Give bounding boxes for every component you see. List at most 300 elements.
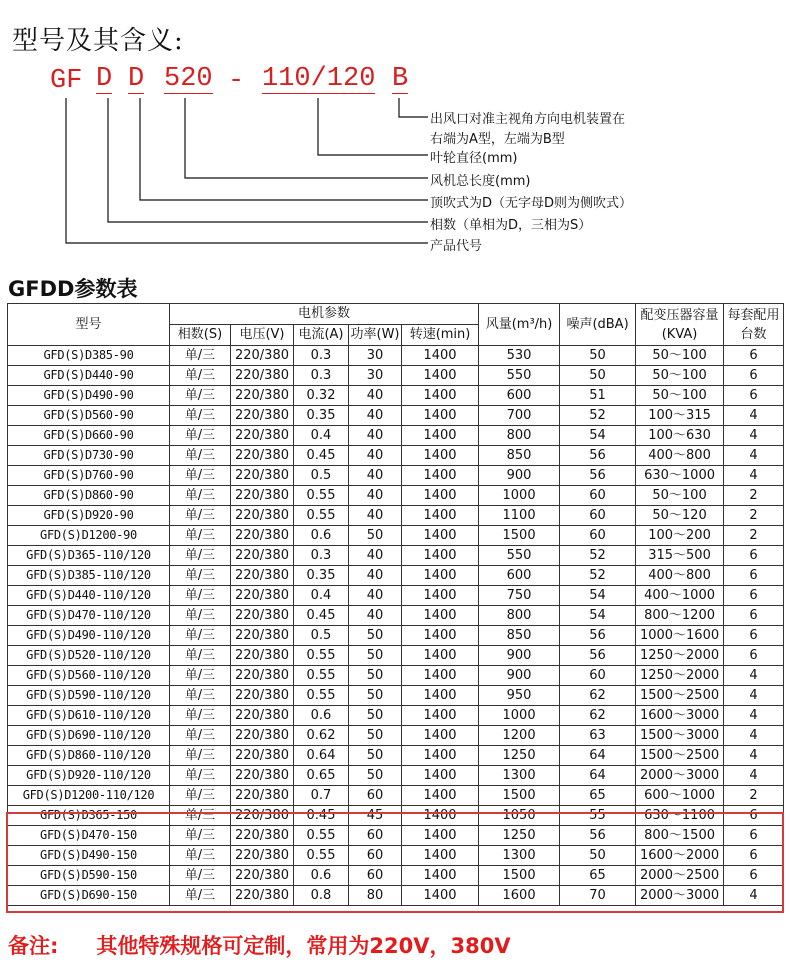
cell-model: GFD(S)D1200-90 [8,526,170,546]
table-cell: 50 [349,666,402,686]
table-cell: 0.55 [294,666,349,686]
table-cell: 0.6 [294,526,349,546]
table-cell: 850 [479,626,560,646]
table-cell: 0.45 [294,806,349,826]
table-cell: 100～630 [636,426,724,446]
table-cell: 220/380 [231,506,294,526]
table-cell: 单/三 [170,886,231,906]
table-cell: 50～100 [636,366,724,386]
table-cell: 0.35 [294,566,349,586]
table-cell: 630～1100 [636,806,724,826]
table-row [8,346,784,366]
table-cell: 6 [724,866,784,886]
table-cell: 220/380 [231,846,294,866]
table-cell: 6 [724,846,784,866]
cell-model: GFD(S)D365-150 [8,806,170,826]
table-cell: 220/380 [231,586,294,606]
table-cell: 51 [560,386,636,406]
table-row [8,806,784,826]
table-cell: 1400 [402,466,479,486]
table-cell: 单/三 [170,826,231,846]
table-cell: 220/380 [231,406,294,426]
table-cell: 单/三 [170,846,231,866]
table-cell: 1400 [402,386,479,406]
table-cell: 50 [560,346,636,366]
table-cell: 单/三 [170,466,231,486]
table-cell: 220/380 [231,786,294,806]
table-cell: 800～1500 [636,826,724,846]
table-cell: 65 [560,866,636,886]
table-cell: 6 [724,386,784,406]
table-cell: 0.4 [294,426,349,446]
table-cell: 0.62 [294,726,349,746]
table-cell: 50 [349,626,402,646]
table-row [8,626,784,646]
table-cell: 700 [479,406,560,426]
table-cell: 单/三 [170,606,231,626]
desc-orientation-line2: 右端为A型，左端为B型 [430,132,565,147]
table-cell: 1400 [402,786,479,806]
cell-model: GFD(S)D590-150 [8,866,170,886]
cell-model: GFD(S)D860-110/120 [8,746,170,766]
table-cell: 40 [349,486,402,506]
table-cell: 4 [724,446,784,466]
table-cell: 1400 [402,506,479,526]
table-cell: 0.8 [294,886,349,906]
table-cell: 4 [724,666,784,686]
code-series: GF [50,66,83,96]
table-cell: 单/三 [170,486,231,506]
table-cell: 1400 [402,806,479,826]
table-cell: 850 [479,446,560,466]
table-cell: 50 [349,646,402,666]
table-cell: 40 [349,546,402,566]
table-cell: 52 [560,546,636,566]
table-cell: 1400 [402,366,479,386]
table-cell: 45 [349,806,402,826]
table-cell: 单/三 [170,386,231,406]
table-cell: 220/380 [231,806,294,826]
table-cell: 6 [724,606,784,626]
table-cell: 1250～2000 [636,666,724,686]
table-cell: 6 [724,346,784,366]
desc-length: 风机总长度(mm) [430,174,531,189]
table-cell: 2 [724,486,784,506]
cell-model: GFD(S)D490-110/120 [8,626,170,646]
header-units: 每套配用台数 [724,304,784,346]
table-cell: 0.3 [294,366,349,386]
table-cell: 1400 [402,586,479,606]
table-row [8,466,784,486]
table-cell: 80 [349,886,402,906]
header-motor-params: 电机参数 [170,304,479,325]
table-cell: 1400 [402,606,479,626]
table-cell: 1000 [479,486,560,506]
table-cell: 62 [560,706,636,726]
table-cell: 0.35 [294,406,349,426]
header-transformer: 配变压器容量(KVA) [636,304,724,346]
table-cell: 220/380 [231,426,294,446]
code-orientation: B [392,64,409,94]
header-airflow: 风量(m³/h) [479,304,560,346]
table-cell: 220/380 [231,526,294,546]
table-cell: 1400 [402,826,479,846]
table-cell: 1400 [402,846,479,866]
desc-orientation-line1: 出风口对准主视角方向电机装置在 [430,112,626,127]
table-cell: 单/三 [170,446,231,466]
table-cell: 400～800 [636,566,724,586]
table-cell: 0.55 [294,486,349,506]
table-cell: 54 [560,606,636,626]
table-cell: 1500 [479,526,560,546]
table-cell: 50～120 [636,506,724,526]
table-cell: 2 [724,786,784,806]
table-cell: 4 [724,726,784,746]
footnote [8,930,511,960]
table-cell: 220/380 [231,446,294,466]
table-cell: 1400 [402,566,479,586]
code-top-blow: D [96,64,113,94]
table-cell: 100～315 [636,406,724,426]
table-cell: 1400 [402,626,479,646]
table-cell: 1500～2500 [636,746,724,766]
table-cell: 1600 [479,886,560,906]
table-cell: 1500～2500 [636,686,724,706]
table-cell: 900 [479,646,560,666]
table-cell: 6 [724,546,784,566]
table-cell: 30 [349,366,402,386]
table-cell: 70 [560,886,636,906]
table-cell: 40 [349,606,402,626]
table-cell: 530 [479,346,560,366]
table-cell: 1400 [402,686,479,706]
code-impeller: 110/120 [262,64,376,94]
table-cell: 1250 [479,746,560,766]
table-cell: 220/380 [231,386,294,406]
table-cell: 220/380 [231,666,294,686]
header-voltage: 电压(V) [231,325,294,346]
table-cell: 4 [724,766,784,786]
table-cell: 60 [349,786,402,806]
table-cell: 单/三 [170,766,231,786]
cell-model: GFD(S)D385-90 [8,346,170,366]
cell-model: GFD(S)D560-90 [8,406,170,426]
cell-model: GFD(S)D760-90 [8,466,170,486]
table-row [8,606,784,626]
table-cell: 1500 [479,786,560,806]
cell-model: GFD(S)D365-110/120 [8,546,170,566]
table-row [8,566,784,586]
table-cell: 65 [560,786,636,806]
table-cell: 2000～3000 [636,886,724,906]
table-cell: 0.64 [294,746,349,766]
table-cell: 50 [349,526,402,546]
table-cell: 4 [724,746,784,766]
table-row [8,406,784,426]
table-cell: 单/三 [170,726,231,746]
table-cell: 40 [349,506,402,526]
table-cell: 220/380 [231,746,294,766]
table-row [8,526,784,546]
table-cell: 220/380 [231,686,294,706]
cell-model: GFD(S)D490-90 [8,386,170,406]
header-speed: 转速(min) [402,325,479,346]
table-cell: 1400 [402,766,479,786]
table-cell: 4 [724,426,784,446]
table-cell: 6 [724,566,784,586]
table-title: GFDD参数表 [8,277,138,301]
table-cell: 220/380 [231,766,294,786]
table-cell: 220/380 [231,706,294,726]
table-cell: 60 [560,666,636,686]
table-cell: 1400 [402,526,479,546]
table-cell: 1400 [402,406,479,426]
table-cell: 1400 [402,646,479,666]
table-cell: 50 [349,706,402,726]
table-cell: 900 [479,466,560,486]
table-cell: 950 [479,686,560,706]
cell-model: GFD(S)D470-110/120 [8,606,170,626]
table-cell: 60 [560,506,636,526]
cell-model: GFD(S)D470-150 [8,826,170,846]
table-cell: 50 [349,726,402,746]
table-cell: 4 [724,466,784,486]
table-row [8,506,784,526]
table-cell: 6 [724,806,784,826]
table-cell: 56 [560,626,636,646]
table-cell: 56 [560,466,636,486]
table-cell: 800 [479,606,560,626]
table-cell: 1400 [402,546,479,566]
table-row [8,546,784,566]
table-cell: 0.55 [294,646,349,666]
table-cell: 62 [560,686,636,706]
table-cell: 220/380 [231,866,294,886]
table-cell: 1400 [402,426,479,446]
table-cell: 1400 [402,726,479,746]
table-cell: 52 [560,566,636,586]
table-cell: 600 [479,386,560,406]
table-cell: 40 [349,586,402,606]
cell-model: GFD(S)D660-90 [8,426,170,446]
table-row [8,886,784,906]
table-cell: 单/三 [170,626,231,646]
desc-impeller: 叶轮直径(mm) [430,151,518,166]
table-cell: 0.3 [294,546,349,566]
table-cell: 40 [349,406,402,426]
table-row [8,646,784,666]
table-cell: 220/380 [231,466,294,486]
table-cell: 550 [479,546,560,566]
table-cell: 单/三 [170,706,231,726]
table-cell: 0.32 [294,386,349,406]
table-cell: 60 [560,526,636,546]
table-row [8,426,784,446]
code-length: 520 [164,64,213,94]
table-cell: 单/三 [170,366,231,386]
table-cell: 630～1000 [636,466,724,486]
table-cell: 56 [560,826,636,846]
table-cell: 6 [724,646,784,666]
table-cell: 1400 [402,886,479,906]
table-cell: 220/380 [231,886,294,906]
table-cell: 1600～3000 [636,706,724,726]
table-row [8,486,784,506]
table-cell: 55 [560,806,636,826]
table-row [8,386,784,406]
code-dash: - [228,66,245,96]
table-cell: 1600～2000 [636,846,724,866]
table-cell: 单/三 [170,686,231,706]
table-cell: 6 [724,586,784,606]
desc-top-blow: 顶吹式为D（无字母D则为侧吹式） [430,196,633,211]
table-cell: 64 [560,746,636,766]
table-cell: 54 [560,426,636,446]
table-cell: 315～500 [636,546,724,566]
table-cell: 单/三 [170,526,231,546]
table-cell: 40 [349,566,402,586]
table-cell: 4 [724,706,784,726]
header-model: 型号 [8,304,170,346]
table-cell: 1400 [402,866,479,886]
table-cell: 单/三 [170,866,231,886]
table-cell: 2000～2500 [636,866,724,886]
table-cell: 50～100 [636,486,724,506]
table-cell: 1000 [479,706,560,726]
table-cell: 单/三 [170,586,231,606]
table-cell: 1400 [402,486,479,506]
desc-series: 产品代号 [430,239,483,254]
table-cell: 0.6 [294,866,349,886]
table-cell: 单/三 [170,786,231,806]
cell-model: GFD(S)D920-90 [8,506,170,526]
parameter-table [7,303,784,906]
cell-model: GFD(S)D520-110/120 [8,646,170,666]
table-cell: 900 [479,666,560,686]
table-cell: 40 [349,386,402,406]
page-title: 型号及其含义: [12,26,184,56]
cell-model: GFD(S)D560-110/120 [8,666,170,686]
table-cell: 1000～1600 [636,626,724,646]
table-cell: 50 [349,766,402,786]
table-cell: 220/380 [231,626,294,646]
table-cell: 1100 [479,506,560,526]
footnote-text: 其他特殊规格可定制，常用为220V，380V [96,934,511,958]
table-cell: 0.4 [294,586,349,606]
table-cell: 52 [560,406,636,426]
table-cell: 54 [560,586,636,606]
header-noise: 噪声(dBA) [560,304,636,346]
cell-model: GFD(S)D690-150 [8,886,170,906]
table-cell: 0.5 [294,466,349,486]
table-row [8,586,784,606]
table-cell: 0.55 [294,506,349,526]
table-cell: 30 [349,346,402,366]
table-cell: 1250 [479,826,560,846]
table-cell: 0.65 [294,766,349,786]
table-cell: 60 [349,866,402,886]
header-current: 电流(A) [294,325,349,346]
cell-model: GFD(S)D920-110/120 [8,766,170,786]
table-cell: 56 [560,646,636,666]
table-cell: 0.55 [294,686,349,706]
table-cell: 400～1000 [636,586,724,606]
table-cell: 1400 [402,446,479,466]
table-cell: 50～100 [636,346,724,366]
table-row [8,366,784,386]
table-cell: 1300 [479,766,560,786]
table-cell: 1250～2000 [636,646,724,666]
table-cell: 220/380 [231,726,294,746]
table-cell: 750 [479,586,560,606]
table-cell: 64 [560,766,636,786]
table-cell: 220/380 [231,646,294,666]
table-cell: 0.3 [294,346,349,366]
designation-leader-lines [0,0,790,260]
table-cell: 4 [724,686,784,706]
header-power: 功率(W) [349,325,402,346]
table-cell: 60 [349,846,402,866]
table-row [8,846,784,866]
table-cell: 220/380 [231,486,294,506]
table-cell: 50 [349,686,402,706]
table-cell: 220/380 [231,606,294,626]
table-cell: 1400 [402,666,479,686]
table-cell: 单/三 [170,426,231,446]
table-row [8,666,784,686]
table-cell: 60 [560,486,636,506]
table-row [8,746,784,766]
table-cell: 1200 [479,726,560,746]
table-cell: 40 [349,466,402,486]
cell-model: GFD(S)D385-110/120 [8,566,170,586]
table-cell: 2 [724,526,784,546]
table-cell: 0.7 [294,786,349,806]
table-cell: 220/380 [231,826,294,846]
table-cell: 单/三 [170,566,231,586]
header-phase: 相数(S) [170,325,231,346]
cell-model: GFD(S)D610-110/120 [8,706,170,726]
cell-model: GFD(S)D690-110/120 [8,726,170,746]
table-cell: 800～1200 [636,606,724,626]
table-cell: 60 [349,826,402,846]
table-cell: 1500 [479,866,560,886]
table-cell: 单/三 [170,806,231,826]
table-cell: 50 [560,846,636,866]
table-cell: 6 [724,826,784,846]
table-cell: 1400 [402,746,479,766]
table-cell: 600～1000 [636,786,724,806]
table-cell: 50 [349,746,402,766]
table-cell: 220/380 [231,346,294,366]
table-cell: 550 [479,366,560,386]
cell-model: GFD(S)D860-90 [8,486,170,506]
table-cell: 1050 [479,806,560,826]
table-cell: 56 [560,446,636,466]
cell-model: GFD(S)D440-90 [8,366,170,386]
cell-model: GFD(S)D440-110/120 [8,586,170,606]
table-cell: 4 [724,886,784,906]
table-cell: 0.55 [294,846,349,866]
table-cell: 63 [560,726,636,746]
table-cell: 800 [479,426,560,446]
cell-model: GFD(S)D590-110/120 [8,686,170,706]
table-row [8,446,784,466]
table-cell: 0.45 [294,606,349,626]
desc-phase: 相数（单相为D，三相为S） [430,218,592,233]
table-cell: 1400 [402,706,479,726]
table-cell: 6 [724,366,784,386]
